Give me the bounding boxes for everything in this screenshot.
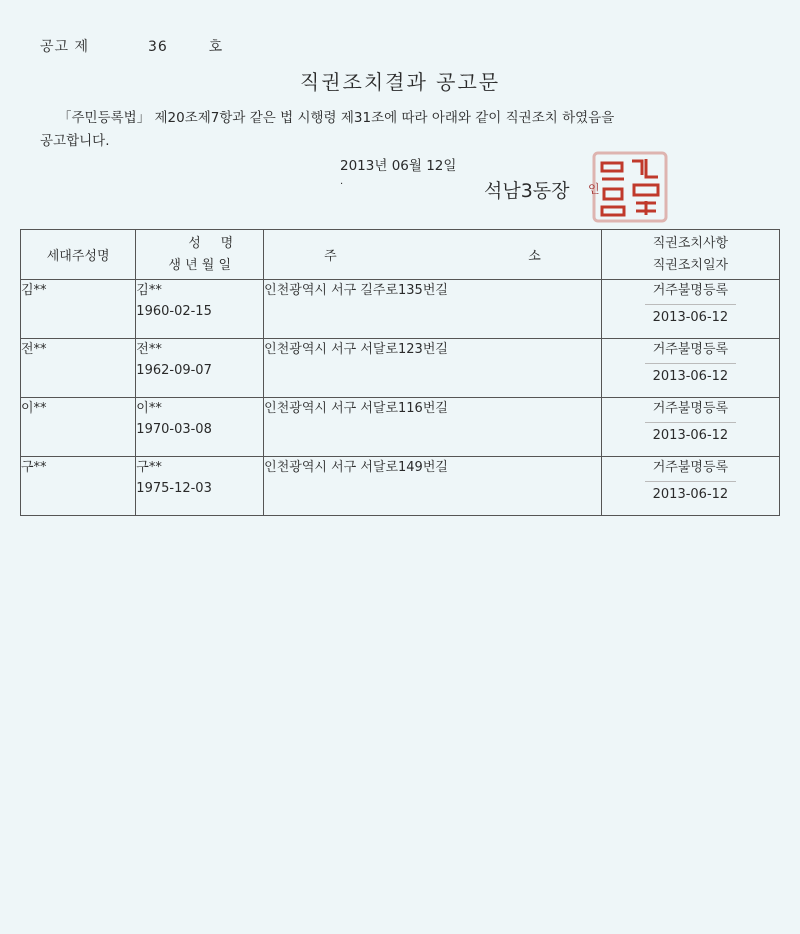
cell-name: 김**: [136, 283, 162, 298]
cell-action: [601, 457, 779, 516]
table-row: [21, 280, 780, 339]
header-action-date: 직권조치일자: [652, 257, 729, 273]
cell-action-type: 거주불명등록: [652, 460, 729, 475]
cell-action-date: 2013-06-12: [645, 363, 737, 388]
cell-name: 이**: [136, 401, 162, 416]
cell-dob: 1975-12-03: [136, 481, 212, 496]
header-name-dob: [136, 230, 264, 280]
cell-householder: 구**: [21, 457, 136, 516]
cell-action: [601, 280, 779, 339]
cell-name-dob: [136, 457, 264, 516]
cell-address: 인천광역시 서구 서달로116번길: [264, 398, 602, 457]
body-line-2: 공고합니다.: [40, 133, 110, 149]
cell-address: 인천광역시 서구 서달로123번길: [264, 339, 602, 398]
cell-householder: 이**: [21, 398, 136, 457]
cell-name-dob: [136, 280, 264, 339]
cell-name: 전**: [136, 342, 162, 357]
cell-action: [601, 339, 779, 398]
header-address: [264, 230, 602, 280]
cell-action-date: 2013-06-12: [645, 422, 737, 447]
cell-householder: 전**: [21, 339, 136, 398]
issuer-name: 석남3동장: [484, 180, 570, 202]
cell-dob: 1960-02-15: [136, 304, 212, 319]
notice-number: [40, 36, 223, 56]
cell-name-dob: [136, 339, 264, 398]
notice-date: 2013년 06월 12일: [340, 158, 457, 174]
header-householder: 세대주성명: [21, 230, 136, 280]
issuer-seal-char: 인: [588, 182, 600, 196]
cell-householder: 김**: [21, 280, 136, 339]
table-row: [21, 398, 780, 457]
header-address-a: 주: [324, 249, 337, 264]
cell-action-type: 거주불명등록: [652, 342, 729, 357]
cell-dob: 1962-09-07: [136, 363, 212, 378]
notice-number-value: 36: [147, 39, 168, 55]
table-row: [21, 339, 780, 398]
cell-address: 인천광역시 서구 길주로135번길: [264, 280, 602, 339]
header-action-label: 직권조치사항: [652, 235, 729, 251]
cell-address: 인천광역시 서구 서달로149번길: [264, 457, 602, 516]
cell-action: [601, 398, 779, 457]
cell-action-date: 2013-06-12: [645, 481, 737, 506]
cell-dob: 1970-03-08: [136, 422, 212, 437]
header-address-b: 소: [528, 249, 541, 264]
notice-number-suffix: 호: [208, 39, 224, 55]
document-title: 직권조치결과 공고문: [299, 70, 501, 94]
cell-action-date: 2013-06-12: [645, 304, 737, 329]
header-action: [601, 230, 779, 280]
cell-name: 구**: [136, 460, 162, 475]
dot-mark: .: [340, 176, 344, 187]
table-row: [21, 457, 780, 516]
body-line-1: 「주민등록법」 제20조제7항과 같은 법 시행령 제31조에 따라 아래와 같이 직권조치 하였음을: [58, 110, 615, 126]
header-dob: 생 년 월 일: [168, 257, 232, 273]
records-table: [20, 229, 780, 516]
notice-number-prefix: 공고 제: [40, 39, 90, 55]
header-name-b: 명: [220, 235, 234, 251]
cell-action-type: 거주불명등록: [652, 283, 729, 298]
header-name-a: 성: [188, 235, 201, 251]
table-header-row: [21, 230, 780, 280]
cell-name-dob: [136, 398, 264, 457]
cell-action-type: 거주불명등록: [652, 401, 729, 416]
official-seal-icon: [590, 145, 670, 225]
